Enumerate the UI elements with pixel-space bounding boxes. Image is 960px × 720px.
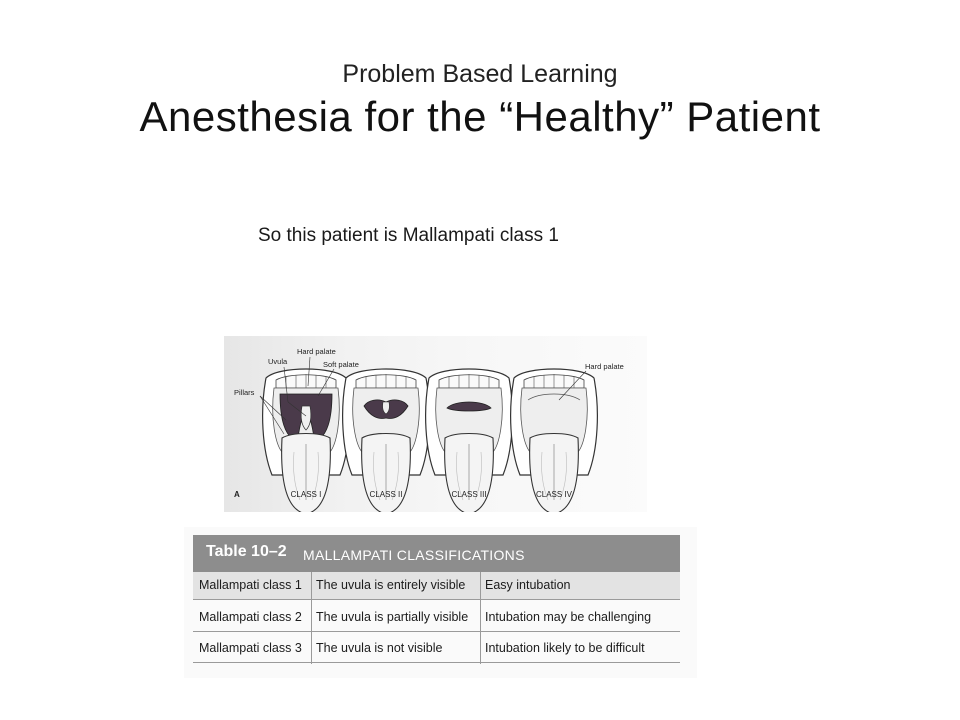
cell-uvula: The uvula is not visible [316,641,443,655]
class-4-label: CLASS IV [535,490,573,499]
column-divider [480,572,481,664]
label-hard-palate: Hard palate [297,347,336,356]
cell-class: Mallampati class 3 [199,641,302,655]
class-1-label: CLASS I [290,490,322,499]
cell-class: Mallampati class 1 [199,578,302,592]
table-row [193,572,680,600]
label-hard-palate-2: Hard palate [585,362,624,371]
mallampati-illustration [224,336,647,512]
slide-title [0,58,960,144]
cell-class: Mallampati class 2 [199,610,302,624]
column-divider [311,572,312,664]
table-row [193,635,680,663]
table-row [193,604,680,632]
table-title: MALLAMPATI CLASSIFICATIONS [303,547,525,563]
mallampati-table [184,527,697,678]
label-soft-palate: Soft palate [323,360,359,369]
table-header [193,535,680,572]
class-2-label: CLASS II [369,490,403,499]
mallampati-figure [224,336,647,512]
title-line-2: Anesthesia for the “Healthy” Patient [139,93,821,140]
cell-uvula: The uvula is entirely visible [316,578,466,592]
cell-intubation: Easy intubation [485,578,571,592]
label-pillars: Pillars [234,388,255,397]
cell-intubation: Intubation likely to be difficult [485,641,645,655]
slide-subtitle: So this patient is Mallampati class 1 [258,225,559,246]
title-line-1: Problem Based Learning [342,60,618,88]
cell-intubation: Intubation may be challenging [485,610,652,624]
panel-letter: A [234,490,240,499]
cell-uvula: The uvula is partially visible [316,610,469,624]
label-uvula: Uvula [268,357,288,366]
class-3-label: CLASS III [451,490,487,499]
table-number: Table 10–2 [206,543,287,560]
